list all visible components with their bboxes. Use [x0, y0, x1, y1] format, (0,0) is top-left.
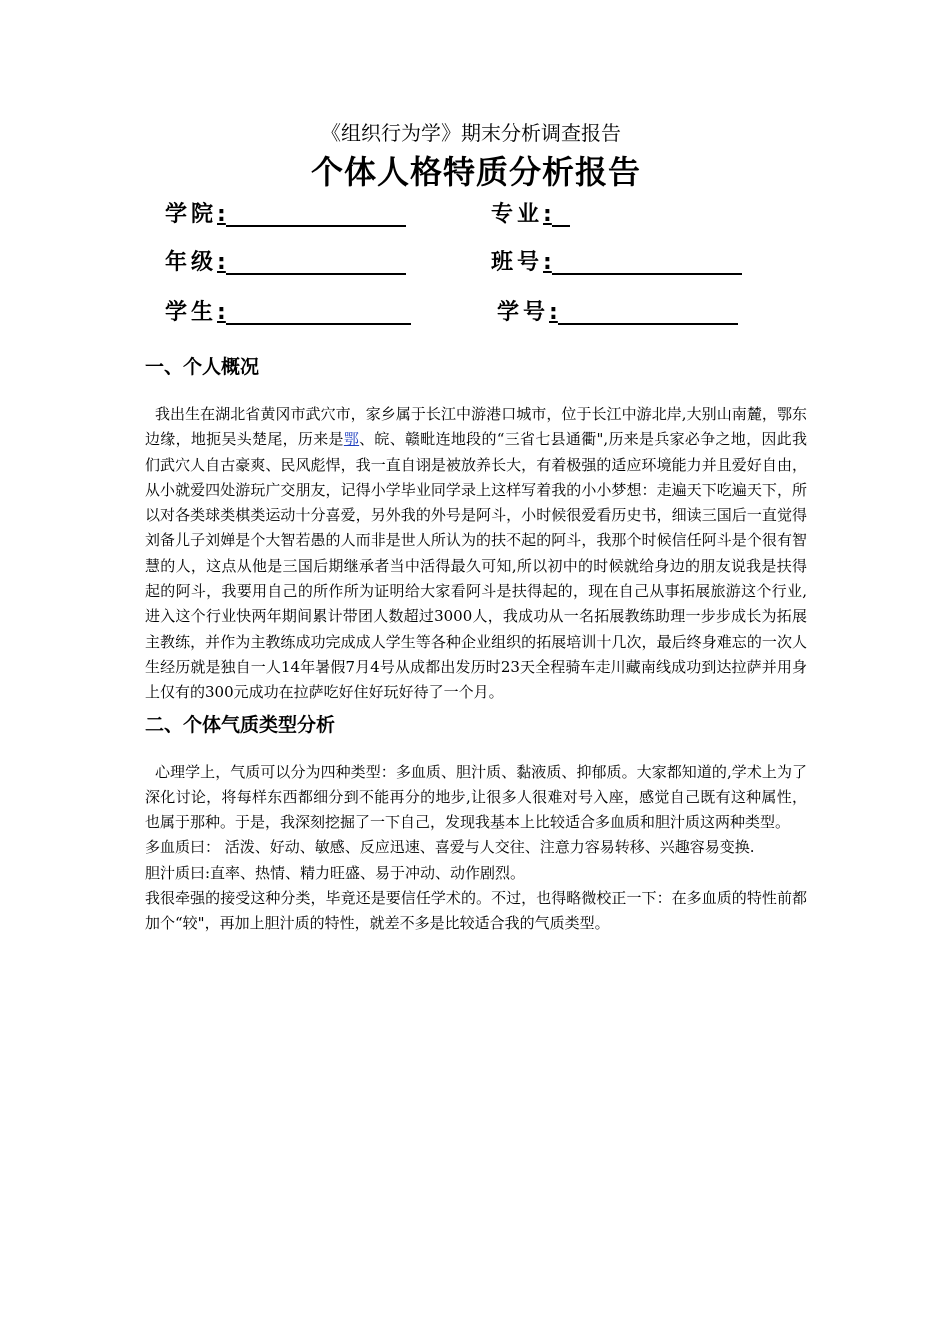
student-colon: : — [217, 300, 226, 325]
section2-heading: 二、个体气质类型分析 — [145, 713, 336, 736]
section1-text-part1: 我出生在湖北省黄冈市武穴市，家乡属于长江中游港口城市，位于长江中游北岸,大别山南麓，鄂东边缘，地扼吴头楚尾，历来是 — [145, 405, 807, 449]
e-region-link[interactable]: 鄂 — [343, 430, 360, 449]
class-label: 班号 — [491, 250, 544, 275]
section1-paragraph — [145, 402, 807, 706]
student-id-label: 学号 — [497, 300, 550, 325]
grade-colon: : — [217, 250, 226, 275]
section2-paragraph-1: 心理学上，气质可以分为四种类型：多血质、胆汁质、黏液质、抑郁质。大家都知道的,学术上为了深化讨论，将每样东西都细分到不能再分的地步,让很多人很难对号入座，感觉自己既有这种属性，也属于那种。于是，我深刻挖掘了一下自己，发现我基本上比较适合多血质和胆汁质这两种类型。 — [145, 762, 807, 832]
section1-text-part2: 、皖、赣毗连地段的“三省七县通衢",历来是兵家必争之地，因此我们武穴人自古豪爽、民风彪悍，我一直自诩是被放养长大，有着极强的适应环境能力并且爱好自由，从小就爱四处游玩广交朋友，记得小学毕业同学录上这样写着我的小小梦想：走遍天下吃遍天下，所以对各类球类棋类运动十分喜爱，另外我的外号是阿斗，小时候很爱看历史书，细读三国后一直觉得刘备儿子刘婵是个大智若愚的人而非是世人所认为的扶不起的阿斗，我那个时候信任阿斗是个很有智慧的人，这点从他是三国后期继承者当中活得最久可知,所以初中的时候就给身边的朋友说我是扶得起的阿斗，我要用自己的所作所为证明给大家看阿斗是扶得起的，现在自己从事拓展旅游这个行业,进入这个行业快两年期间累计带团人数超过3000人，我成功从一名拓展教练助理一步步成长为拓展主教练，并作为主教练成功完成成人学生等各种企业组织的拓展培训十几次，最后终身难忘的一次人生经历就是独自一人14年暑假7月4号从成都出发历时23天全程骑车走川藏南线成功到达拉萨并用身上仅有的300元成功在拉萨吃好住好玩好待了一个月。 — [145, 430, 807, 702]
class-field — [491, 248, 742, 278]
section2-paragraph-4: 我很牵强的接受这种分类，毕竟还是要信任学术的。不过，也得略微校正一下：在多血质的特性前都加个“较"，再加上胆汁质的特性，就差不多是比较适合我的气质类型。 — [145, 889, 807, 933]
student-label: 学生 — [165, 300, 218, 325]
class-colon: : — [543, 250, 552, 275]
document-page — [145, 118, 807, 937]
college-field — [165, 200, 406, 230]
college-label: 学院 — [165, 202, 218, 227]
section2-paragraph-2: 多血质曰： 活泼、好动、敏感、反应迅速、喜爱与人交往、注意力容易转移、兴趣容易变换. — [145, 838, 755, 857]
major-label: 专业 — [491, 202, 544, 227]
student-id-blank[interactable] — [558, 301, 738, 325]
grade-blank[interactable] — [226, 251, 406, 275]
college-colon: : — [217, 202, 226, 227]
student-id-field — [497, 298, 738, 328]
grade-field — [165, 248, 406, 278]
section1-heading: 一、个人概况 — [145, 356, 260, 378]
major-colon: : — [543, 202, 552, 227]
student-field — [165, 298, 411, 328]
major-field — [491, 200, 570, 230]
report-title: 个体人格特质分析报告 — [310, 153, 641, 191]
major-blank[interactable] — [552, 203, 570, 227]
class-blank[interactable] — [552, 251, 742, 275]
student-id-colon: : — [549, 300, 558, 325]
student-info-form — [145, 200, 807, 352]
section2-paragraph-3: 胆汁质曰:直率、热情、精力旺盛、易于冲动、动作剧烈。 — [145, 863, 526, 882]
report-subtitle: 《组织行为学》期末分析调查报告 — [321, 121, 621, 145]
college-blank[interactable] — [226, 203, 406, 227]
student-blank[interactable] — [226, 301, 411, 325]
grade-label: 年级 — [165, 250, 218, 275]
